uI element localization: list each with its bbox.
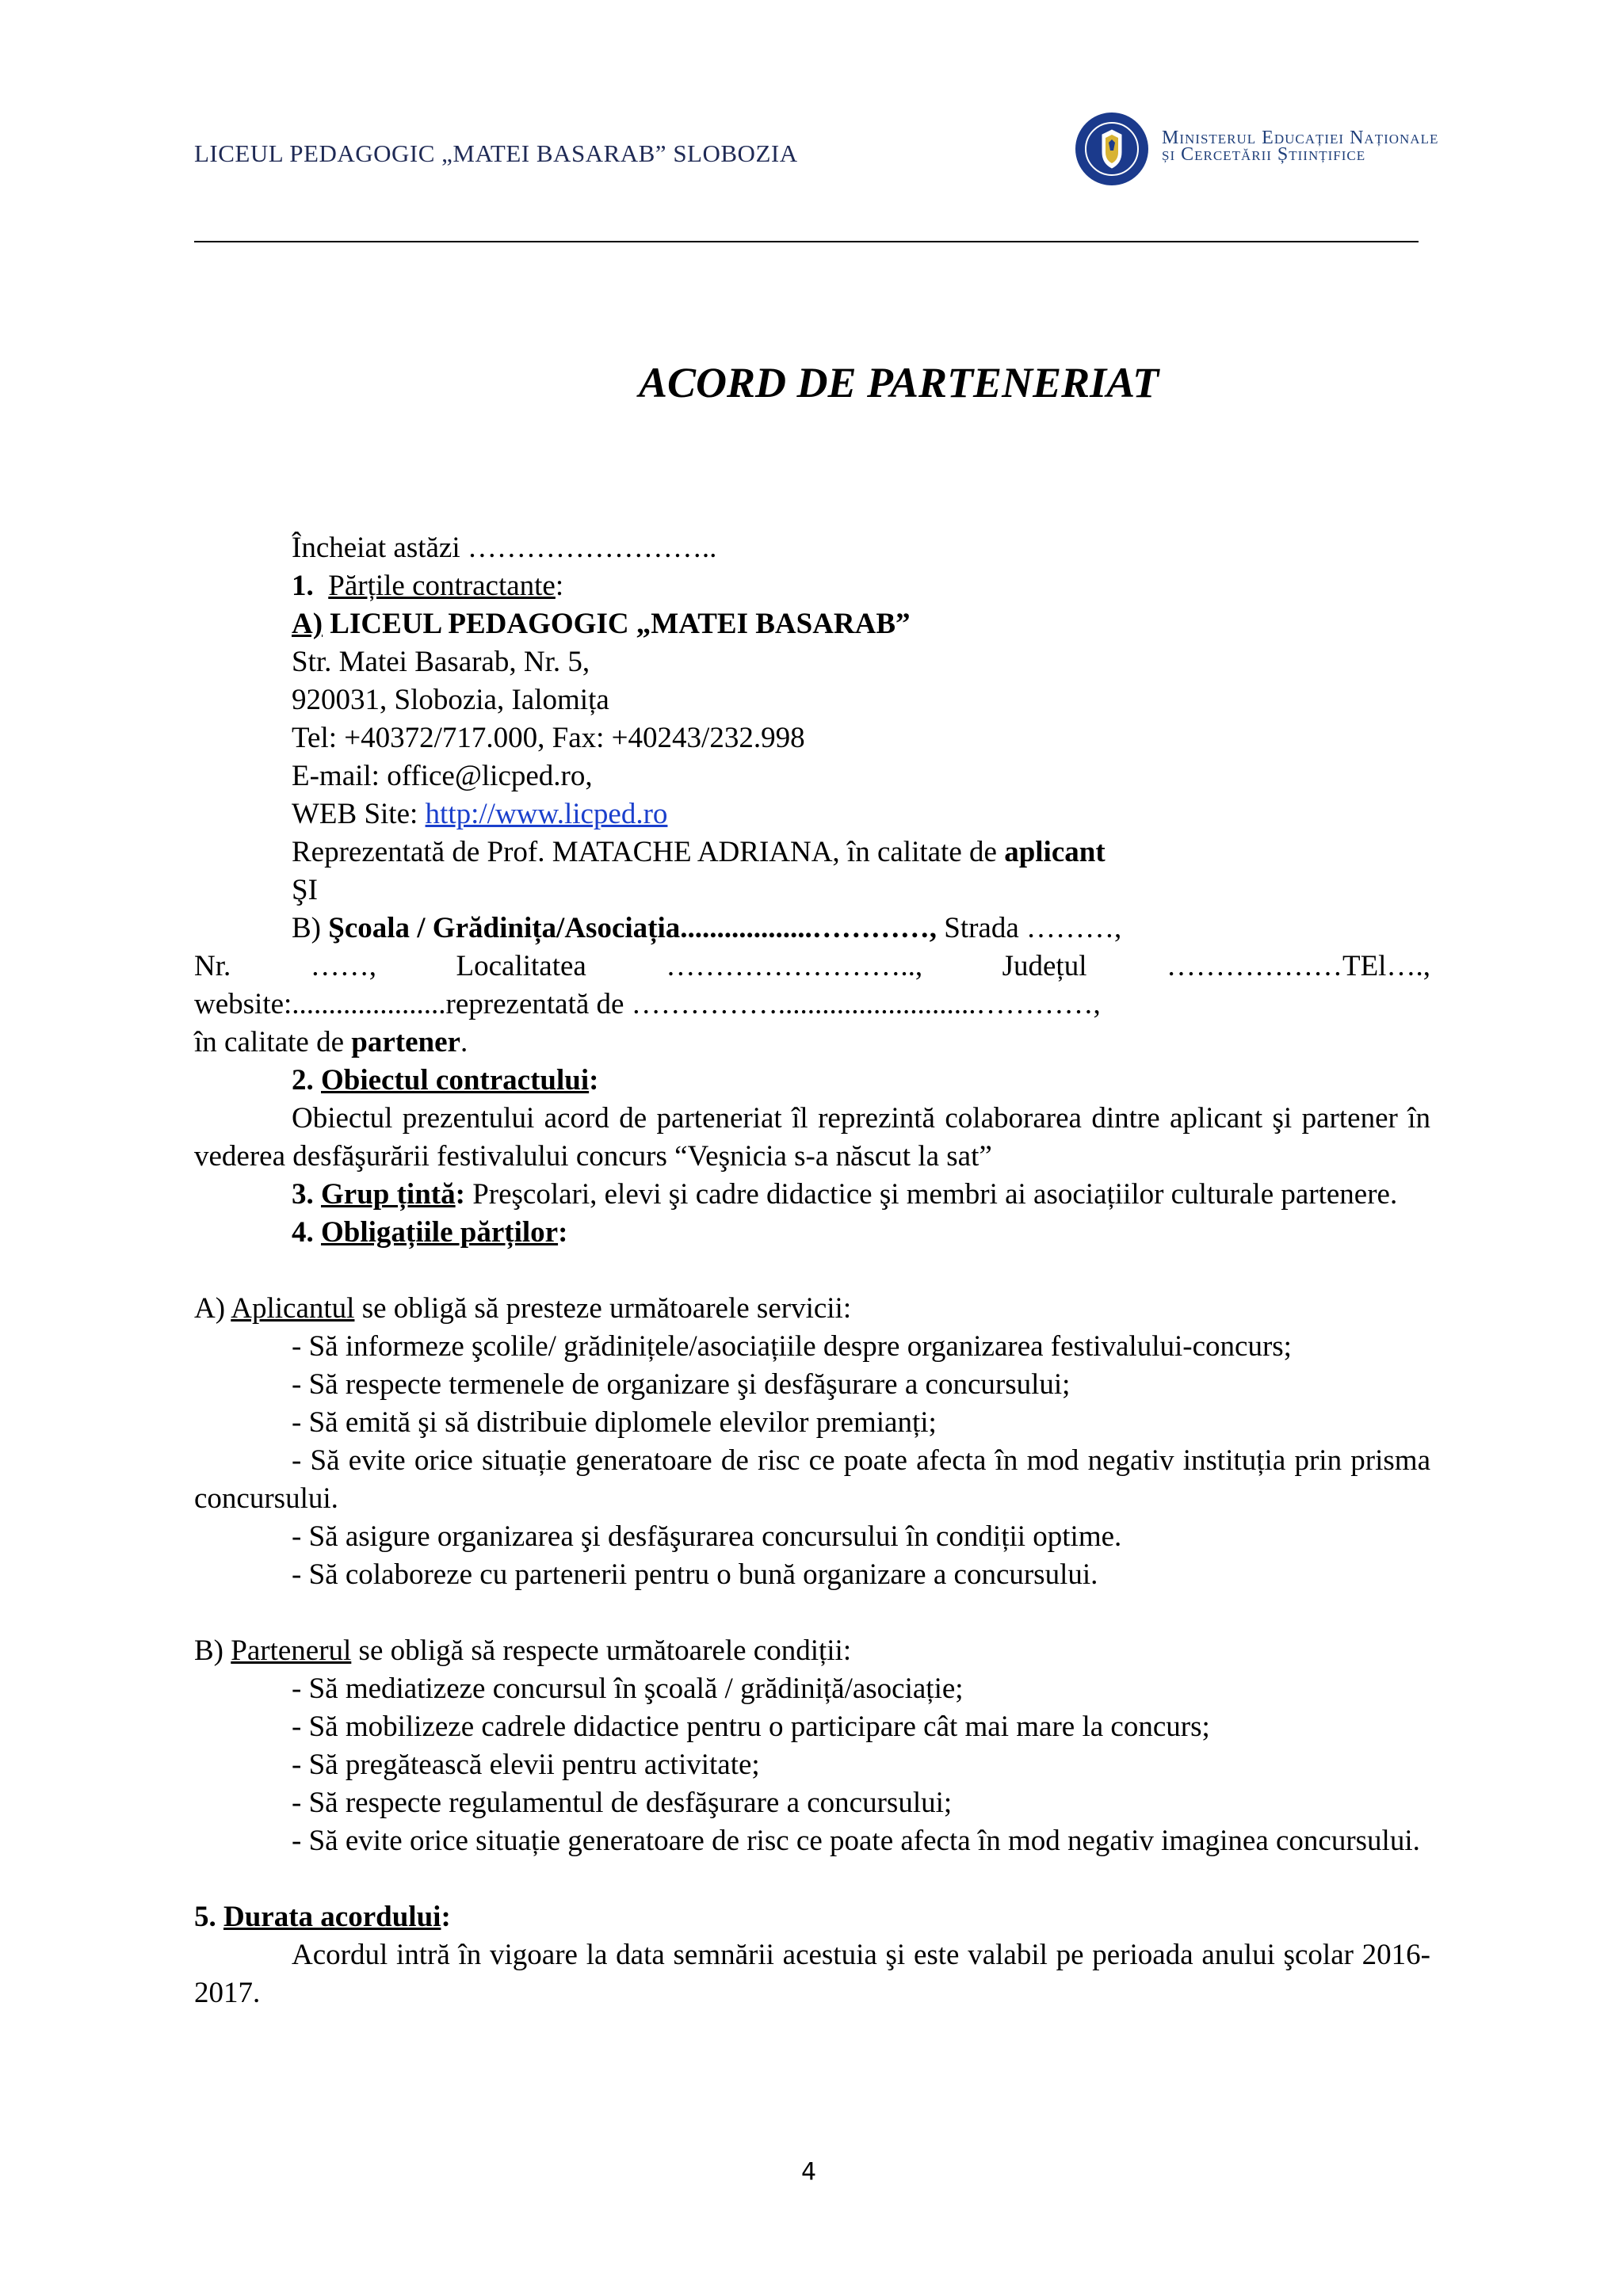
section-5-colon: : <box>441 1901 451 1933</box>
header-divider <box>194 241 1419 242</box>
list-item: - Să respecte regulamentul de desfăşurare a concursului; <box>292 1787 953 1819</box>
list-item: - Să asigure organizarea şi desfăşurarea concursului în condiții optime. <box>292 1520 1122 1553</box>
party-b-role <box>194 1024 1430 1062</box>
list-item: - Să respecte termenele de organizare şi desfăşurare a concursului; <box>292 1368 1071 1401</box>
section-3-colon: : <box>455 1178 465 1211</box>
ministry-line-1: Ministerul Educației Naționale <box>1162 128 1439 148</box>
party-b-locality-dots: …………………….., <box>666 950 923 982</box>
document-body <box>194 529 1430 2012</box>
list-item: - Să pregătească elevii pentru activitate; <box>292 1749 760 1781</box>
list-item: - Să informeze şcolile/ grădinițele/asociațiile despre organizarea festivalului-concurs; <box>292 1330 1292 1363</box>
section-1-title: Părțile contractante <box>328 570 556 602</box>
section-2-number: 2. <box>292 1064 321 1097</box>
party-a-phone: Tel: +40372/717.000, Fax: +40243/232.998 <box>292 722 805 754</box>
section-5-text: Acordul intră în vigoare la data semnării acestuia şi este valabil pe perioada anului şcolar 2016-2017. <box>194 1939 1430 2009</box>
section-1-colon: : <box>555 570 564 602</box>
header-ministry-name <box>1162 130 1438 163</box>
applicant-prefix: A) <box>194 1292 231 1325</box>
section-3-title: Grup țintă <box>321 1178 456 1211</box>
party-a-web-label: WEB Site: <box>292 798 426 830</box>
list-item: - Să emită şi să distribuie diplomele elevilor premianți; <box>292 1406 937 1439</box>
applicant-label: Aplicantul <box>231 1292 355 1325</box>
party-b-nr-dots: ……, <box>310 950 376 982</box>
section-3-text: Preşcolari, elevi şi cadre didactice şi membri ai asociațiilor culturale partenere. <box>464 1178 1398 1211</box>
party-b-prefix: B) <box>292 912 329 944</box>
party-a-name: LICEUL PEDAGOGIC „MATEI BASARAB” <box>323 608 911 640</box>
party-b-nr: Nr. <box>194 950 231 982</box>
party-b-name-line <box>194 910 1430 948</box>
party-b-name: Şcoala / Grădinița/Asociația..................…………, <box>328 912 937 944</box>
party-a-web <box>194 795 1430 833</box>
party-b-role-end: . <box>460 1026 468 1058</box>
party-a-rep-text: Reprezentată de Prof. MATACHE ADRIANA, în calitate de <box>292 836 1005 868</box>
party-b-county-dots: ………………TEl…., <box>1166 950 1430 982</box>
partner-intro-text: se obligă să respecte următoarele condiții: <box>351 1634 852 1667</box>
document-title: ACORD DE PARTENERIAT <box>639 359 1159 406</box>
party-a-web-link[interactable]: http://www.licped.ro <box>425 798 668 830</box>
party-a-email: E-mail: office@licped.ro, <box>292 760 593 792</box>
party-b-website: website:.....................reprezentată de ……………...........................…………, <box>194 988 1101 1020</box>
party-b-role-text: în calitate de <box>194 1026 352 1058</box>
list-item: - Să evite orice situație generatoare de risc ce poate afecta în mod negativ instituția prin prisma concursului. <box>194 1444 1430 1515</box>
party-b-county: Județul <box>1002 950 1087 982</box>
section-4-title: Obligațiile părților <box>321 1216 559 1249</box>
party-a-prefix: A) <box>292 608 323 640</box>
party-b-address-row <box>194 948 1430 986</box>
section-2-colon: : <box>589 1064 599 1097</box>
party-a-name-line <box>194 605 1430 643</box>
section-3-number: 3. <box>292 1178 321 1211</box>
section-4-number: 4. <box>292 1216 321 1249</box>
partner-intro <box>194 1632 1430 1670</box>
party-b-role-value: partener <box>351 1026 460 1058</box>
party-b-locality: Localitatea <box>456 950 586 982</box>
list-item: - Să mediatizeze concursul în şcoală / grădiniță/asociație; <box>292 1672 964 1705</box>
party-a-representative <box>194 833 1430 871</box>
list-item: - Să colaboreze cu partenerii pentru o bună organizare a concursului. <box>292 1558 1098 1591</box>
list-item: - Să evite orice situație generatoare de risc ce poate afecta în mod negativ imaginea concursului. <box>292 1825 1420 1857</box>
partner-prefix: B) <box>194 1634 231 1667</box>
ministry-line-2: și Cercetării Științifice <box>1162 144 1366 165</box>
guvernul-romaniei-seal-icon <box>1074 111 1150 187</box>
section-1-number: 1. <box>292 570 314 602</box>
partner-label: Partenerul <box>231 1634 352 1667</box>
section-2-heading <box>194 1062 1430 1100</box>
section-1-heading <box>194 567 1430 605</box>
section-3-paragraph <box>194 1176 1430 1214</box>
page-number: 4 <box>801 2158 817 2186</box>
header-school-name: LICEUL PEDAGOGIC „MATEI BASARAB” SLOBOZIA <box>194 139 798 167</box>
section-2-title: Obiectul contractului <box>321 1064 590 1097</box>
section-5-number: 5. <box>194 1901 223 1933</box>
party-b-street: Strada ………, <box>937 912 1122 944</box>
applicant-intro <box>194 1290 1430 1328</box>
list-item: - Să mobilizeze cadrele didactice pentru o participare cât mai mare la concurs; <box>292 1711 1210 1743</box>
section-2-text: Obiectul prezentului acord de parteneriat îl reprezintă colaborarea dintre aplicant şi partener în vederea desfăşurării festivalului concurs “Veşnicia s-a născut la sat” <box>194 1102 1430 1173</box>
section-4-colon: : <box>558 1216 568 1249</box>
section-5-title: Durata acordului <box>223 1901 441 1933</box>
concluded-line: Încheiat astăzi …………………….. <box>292 532 717 564</box>
party-a-rep-role: aplicant <box>1004 836 1106 868</box>
section-4-heading <box>194 1214 1430 1252</box>
party-a-city: 920031, Slobozia, Ialomița <box>292 684 609 716</box>
applicant-intro-text: se obligă să presteze următoarele servicii: <box>354 1292 852 1325</box>
party-a-street: Str. Matei Basarab, Nr. 5, <box>292 646 590 678</box>
section-5-heading <box>194 1898 1430 1936</box>
conjunction-and: ŞI <box>292 874 318 906</box>
